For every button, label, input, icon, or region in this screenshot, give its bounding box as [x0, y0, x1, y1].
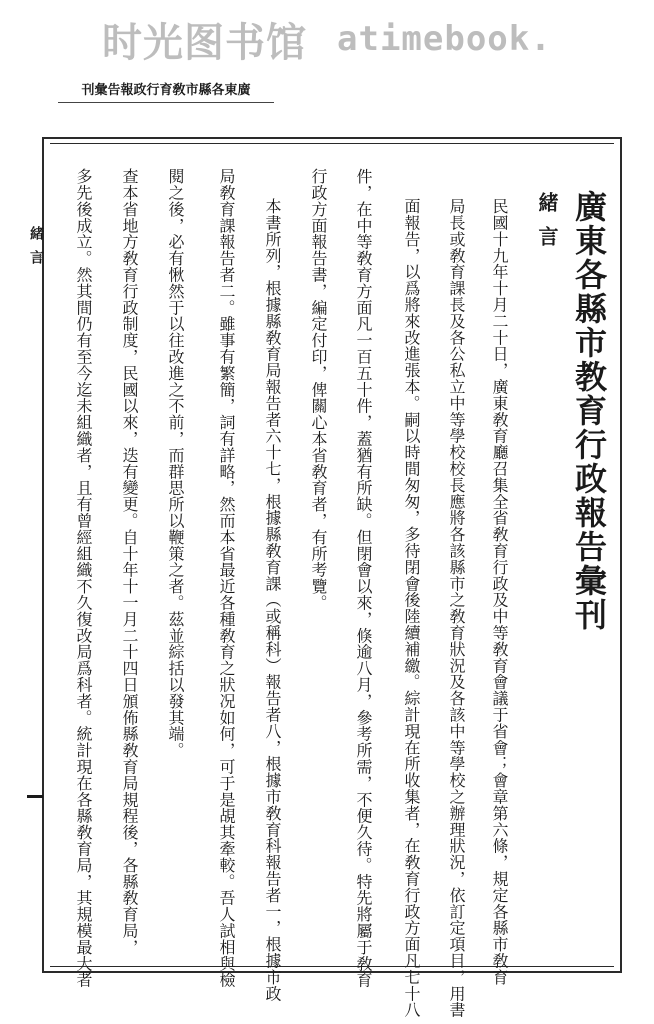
body-column-1: 民國十九年十月二十日，廣東敎育廳召集全省敎育行政及中等敎育會議于省會；會章第六條，規定各縣市敎育	[490, 198, 509, 986]
watermark	[0, 4, 654, 74]
body-column-7: 局敎育課報告者二。雖事有繁簡，詞有詳略，然而本省最近各種敎育之狀况如何，可于是覘其牽較。吾人試相與檢	[217, 168, 236, 988]
page-number	[27, 795, 43, 798]
body-column-5: 行政方面報告書，編定付印，俾關心本省敎育者，有所考覽。	[309, 168, 328, 611]
body-column-10: 多先後成立。然其間仍有至今迄未組織者，且有曾經組織不久復改局爲科者。統計現在各縣敎育局，其規模最大者	[74, 168, 93, 988]
frame-inner-top-rule	[50, 143, 614, 144]
section-heading: 緒言	[535, 192, 559, 260]
watermark-chinese: 时光图书馆	[102, 19, 307, 66]
body-column-9: 查本省地方敎育行政制度，民國以來，迭有變更。自十年十一月二十四日頒佈縣敎育局規程後，各縣敎育局，	[120, 168, 139, 956]
frame-inner-bottom-rule	[50, 966, 614, 967]
page-title: 廣東各縣市教育行政報告彙刊	[570, 190, 608, 632]
side-section-label: 緒言	[28, 226, 44, 274]
body-column-2: 局長或敎育課長及各公私立中等學校校長應將各該縣市之敎育狀況及各該中等學校之辦理狀況，依訂定項目，用書	[447, 198, 466, 1018]
body-column-8: 閱之後，必有愀然于以往改進之不前，而群思所以鞭策之者。茲並綜括以發其端。	[166, 168, 185, 759]
body-column-6: 本書所列，根據縣敎育局報告者六十七，根據縣敎育課（或稱科）報告者八，根據市敎育科報告者一，根據市政	[263, 198, 282, 1002]
body-column-3: 面報告，以爲將來改進張本。嗣以時間匆匆，多待閉會後陸續補繳。綜計現在所收集者，在敎育行政方面凡七十八	[402, 198, 421, 1018]
watermark-url: atimebook.	[337, 19, 552, 59]
body-column-4: 件，在中等敎育方面凡一百五十件，蓋猶有所缺。但閉會以來，倏逾八月，參考所需，不便久待。特先將屬于敎育	[354, 168, 373, 988]
running-header: 刊彙告報政行育敎市縣各東廣	[58, 80, 274, 103]
